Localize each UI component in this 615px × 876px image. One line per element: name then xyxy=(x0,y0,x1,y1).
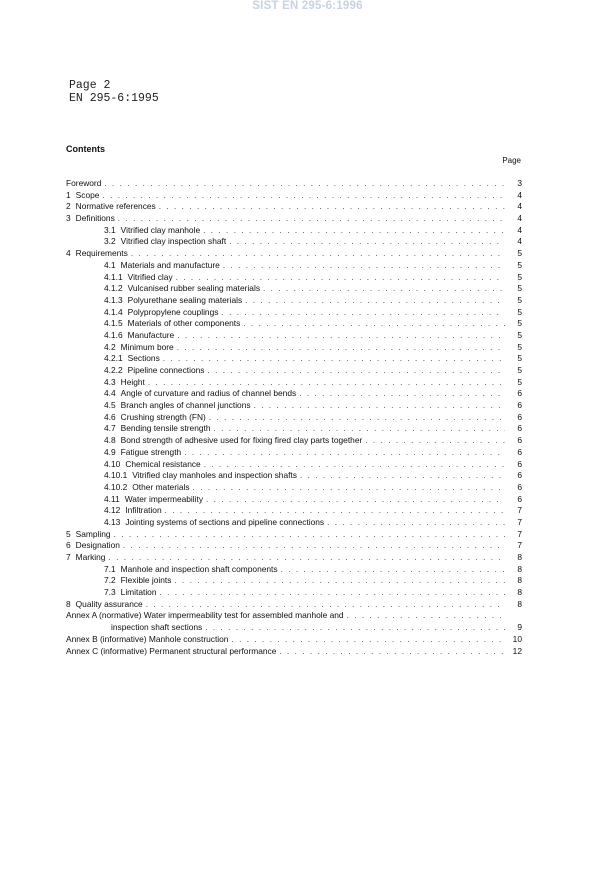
toc-entry-page: 5 xyxy=(517,306,522,317)
toc-entry[interactable] xyxy=(66,201,522,213)
toc-entry[interactable] xyxy=(66,540,522,552)
toc-entry[interactable] xyxy=(66,423,522,435)
dot-leader xyxy=(177,342,505,354)
toc-entry-number: 4.1.2 xyxy=(104,283,123,294)
toc-entry-number: 4.8 xyxy=(104,435,116,446)
dot-leader xyxy=(123,540,505,552)
toc-entry-page: 6 xyxy=(517,423,522,434)
toc-entry[interactable] xyxy=(66,575,522,587)
toc-entry-title: Limitation xyxy=(120,587,157,598)
toc-entry-title: Materials of other components xyxy=(127,318,241,329)
dot-leader xyxy=(148,377,505,389)
toc-entry-number: 4.10.1 xyxy=(104,470,128,481)
toc-entry-number: 4.3 xyxy=(104,376,116,387)
dot-leader xyxy=(193,482,505,494)
toc-entry-page: 5 xyxy=(517,271,522,282)
toc-entry[interactable] xyxy=(66,622,522,634)
toc-entry[interactable] xyxy=(66,307,522,319)
toc-entry-page: 7 xyxy=(517,528,522,539)
toc-entry-page: 6 xyxy=(517,435,522,446)
toc-entry-page: 8 xyxy=(517,598,522,609)
dot-leader xyxy=(209,412,505,424)
toc-entry-page: 10 xyxy=(512,633,522,644)
toc-entry[interactable] xyxy=(66,190,522,202)
dot-leader xyxy=(229,236,505,248)
toc-entry-title: Marking xyxy=(75,552,106,562)
dot-leader xyxy=(205,622,505,634)
toc-entry-page: 8 xyxy=(517,552,522,562)
table-of-contents xyxy=(66,178,522,657)
toc-entry-number: 6 xyxy=(66,540,71,551)
dot-leader xyxy=(102,190,505,202)
toc-entry[interactable] xyxy=(66,213,522,225)
toc-entry-title: Sections xyxy=(127,353,160,364)
document-id-line: EN 295-6:1995 xyxy=(69,91,159,105)
dot-leader xyxy=(365,435,505,447)
toc-entry-title: Jointing systems of sections and pipeline connections xyxy=(125,516,325,527)
toc-entry-page: 5 xyxy=(517,376,522,387)
toc-entry-number: 3 xyxy=(66,213,71,224)
toc-entry[interactable] xyxy=(66,318,522,330)
toc-entry[interactable] xyxy=(66,552,522,564)
toc-entry-title: Requirements xyxy=(75,248,128,259)
toc-entry-page: 4 xyxy=(517,189,522,200)
toc-entry-number: 5 xyxy=(66,528,71,539)
toc-entry[interactable] xyxy=(66,248,522,260)
toc-entry-page: 6 xyxy=(517,458,522,469)
page-column-label: Page xyxy=(502,156,521,165)
toc-entry-number: 3.2 xyxy=(104,236,116,247)
dot-leader xyxy=(243,318,505,330)
toc-entry-page: 4 xyxy=(517,201,522,212)
toc-entry-number: 4.2 xyxy=(104,341,116,352)
toc-entry[interactable] xyxy=(66,295,522,307)
toc-entry[interactable] xyxy=(66,377,522,389)
toc-entry[interactable] xyxy=(66,599,522,611)
toc-entry-title: Definitions xyxy=(75,213,115,224)
toc-entry-number: 7.3 xyxy=(104,587,116,598)
toc-entry-page: 6 xyxy=(517,400,522,411)
toc-entry[interactable] xyxy=(66,260,522,272)
toc-entry-page: 7 xyxy=(517,540,522,551)
toc-entry[interactable] xyxy=(66,435,522,447)
toc-entry[interactable] xyxy=(66,412,522,424)
toc-entry-number: 4.13 xyxy=(104,516,121,527)
toc-entry-page: 8 xyxy=(517,575,522,586)
dot-leader xyxy=(174,575,505,587)
toc-entry-number: 4.1.3 xyxy=(104,294,123,305)
toc-entry[interactable] xyxy=(66,225,522,237)
dot-leader xyxy=(184,447,505,459)
toc-entry[interactable] xyxy=(66,470,522,482)
dot-leader xyxy=(114,529,505,541)
toc-entry-title: Vitrified clay manhole xyxy=(120,224,201,235)
toc-entry-title: Sampling xyxy=(75,528,111,539)
toc-entry-page: 5 xyxy=(517,329,522,340)
toc-entry-page: 5 xyxy=(517,341,522,352)
toc-entry-number: 4.1.4 xyxy=(104,306,123,317)
toc-entry-page: 3 xyxy=(517,178,522,188)
dot-leader xyxy=(204,459,505,471)
toc-entry-number: 4.1.1 xyxy=(104,271,123,282)
toc-entry-number: 4.7 xyxy=(104,423,116,434)
toc-entry-number: 4.1 xyxy=(104,259,116,270)
toc-entry-number: 4.1.6 xyxy=(104,329,123,340)
toc-entry-title: Pipeline connections xyxy=(127,365,205,375)
toc-entry-title: Foreword xyxy=(66,178,102,188)
toc-entry-page: 5 xyxy=(517,353,522,364)
toc-entry[interactable] xyxy=(66,365,522,377)
toc-entry-page: 5 xyxy=(517,365,522,375)
dot-leader xyxy=(245,295,505,307)
toc-entry-number: 4.10 xyxy=(104,458,121,469)
toc-entry-page: 6 xyxy=(517,388,522,399)
toc-entry-title: Manufacture xyxy=(127,329,175,340)
toc-entry-title: Vitrified clay inspection shaft xyxy=(120,236,227,247)
toc-entry-title: Height xyxy=(120,376,145,387)
toc-entry[interactable] xyxy=(66,646,522,658)
toc-entry[interactable] xyxy=(66,529,522,541)
toc-entry[interactable] xyxy=(66,400,522,412)
dot-leader xyxy=(131,248,505,260)
toc-entry[interactable] xyxy=(66,505,522,517)
toc-entry-title: Infiltration xyxy=(125,505,162,516)
toc-entry-page: 4 xyxy=(517,236,522,247)
dot-leader xyxy=(263,283,505,295)
toc-entry[interactable] xyxy=(66,283,522,295)
toc-entry-page: 5 xyxy=(517,294,522,305)
dot-leader xyxy=(327,517,505,529)
toc-entry-page: 8 xyxy=(517,563,522,574)
dot-leader xyxy=(281,564,505,576)
toc-entry-number: 7 xyxy=(66,552,71,562)
dot-leader xyxy=(160,587,506,599)
dot-leader xyxy=(299,388,505,400)
contents-heading: Contents xyxy=(66,144,105,154)
toc-entry-page: 4 xyxy=(517,213,522,224)
toc-entry-title: Flexible joints xyxy=(120,575,172,586)
toc-entry-number: 4.2.2 xyxy=(104,365,123,375)
toc-entry-number: 4.1.5 xyxy=(104,318,123,329)
toc-entry-title: Normative references xyxy=(75,201,156,212)
toc-entry-title: Crushing strength (FN) xyxy=(120,411,206,422)
toc-entry-title: Polypropylene couplings xyxy=(127,306,219,317)
dot-leader xyxy=(159,201,505,213)
toc-entry-title: Fatigue strength xyxy=(120,446,182,457)
toc-entry-title: Other materials xyxy=(132,481,190,492)
toc-entry-title: inspection shaft sections xyxy=(111,622,203,633)
toc-entry-number: 8 xyxy=(66,598,71,609)
toc-entry[interactable] xyxy=(66,587,522,599)
page-header xyxy=(69,80,159,105)
toc-entry-number: 4.4 xyxy=(104,388,116,399)
toc-entry-number: 4.11 xyxy=(104,493,120,504)
toc-entry-page: 6 xyxy=(517,470,522,481)
toc-entry[interactable] xyxy=(66,330,522,342)
dot-leader xyxy=(214,423,505,435)
toc-entry[interactable] xyxy=(66,236,522,248)
toc-entry-page: 6 xyxy=(517,411,522,422)
toc-entry-title: Materials and manufacture xyxy=(120,259,220,270)
toc-entry-number: 7.2 xyxy=(104,575,116,586)
toc-entry-title: Polyurethane sealing materials xyxy=(127,294,243,305)
toc-entry-number: 4.12 xyxy=(104,505,121,516)
toc-entry-number: 4 xyxy=(66,248,71,259)
toc-entry-page: 5 xyxy=(517,283,522,294)
toc-entry-title: Water impermeability xyxy=(124,493,204,504)
dot-leader xyxy=(165,505,505,517)
toc-entry-number: 4.5 xyxy=(104,400,116,411)
toc-entry-title: Annex A (normative) Water impermeability test for assembled manhole and xyxy=(66,610,344,621)
toc-entry-number: 1 xyxy=(66,189,71,200)
toc-entry-number: 4.6 xyxy=(104,411,116,422)
toc-entry-title: Branch angles of channel junctions xyxy=(120,400,251,411)
toc-entry-title: Bond strength of adhesive used for fixing fired clay parts together xyxy=(120,435,363,446)
toc-entry[interactable] xyxy=(66,178,522,190)
dot-leader xyxy=(207,365,505,377)
toc-entry-title: Annex B (informative) Manhole construction xyxy=(66,633,229,644)
toc-entry-title: Vitrified clay manholes and inspection shafts xyxy=(132,470,297,481)
toc-entry-page: 5 xyxy=(517,248,522,259)
toc-entry-title: Vulcanised rubber sealing materials xyxy=(127,283,261,294)
toc-entry-number: 4.10.2 xyxy=(104,481,128,492)
toc-entry[interactable] xyxy=(66,459,522,471)
toc-entry-number: 4.9 xyxy=(104,446,116,457)
toc-entry-page: 6 xyxy=(517,493,522,504)
dot-leader xyxy=(279,646,505,658)
toc-entry-page: 6 xyxy=(517,481,522,492)
toc-entry-title: Quality assurance xyxy=(75,598,143,609)
toc-entry-title: Vitrified clay xyxy=(127,271,173,282)
dot-leader xyxy=(221,307,505,319)
toc-entry-page: 4 xyxy=(517,224,522,235)
toc-entry-title: Chemical resistance xyxy=(125,458,201,469)
toc-entry-page: 7 xyxy=(517,505,522,516)
dot-leader xyxy=(206,494,505,506)
toc-entry[interactable] xyxy=(66,272,522,284)
toc-entry[interactable] xyxy=(66,517,522,529)
toc-entry-title: Designation xyxy=(75,540,120,551)
toc-entry-page: 6 xyxy=(517,446,522,457)
dot-leader xyxy=(118,213,505,225)
toc-entry-page: 5 xyxy=(517,318,522,329)
toc-entry[interactable] xyxy=(66,482,522,494)
dot-leader xyxy=(108,552,505,564)
dot-leader xyxy=(223,260,505,272)
document-watermark: SIST EN 295-6:1996 xyxy=(252,0,363,12)
dot-leader xyxy=(254,400,505,412)
dot-leader xyxy=(203,225,505,237)
toc-entry-title: Scope xyxy=(75,189,100,200)
toc-entry-title: Angle of curvature and radius of channel bends xyxy=(120,388,297,399)
toc-entry[interactable] xyxy=(66,494,522,506)
page-number-line: Page 2 xyxy=(69,79,111,92)
toc-entry-title: Annex C (informative) Permanent structural performance xyxy=(66,645,277,656)
toc-entry[interactable] xyxy=(66,564,522,576)
toc-entry-number: 2 xyxy=(66,201,71,212)
dot-leader xyxy=(104,178,505,190)
dot-leader xyxy=(176,272,505,284)
dot-leader xyxy=(231,634,505,646)
toc-entry[interactable] xyxy=(66,447,522,459)
toc-entry-title: Minimum bore xyxy=(120,341,174,352)
toc-entry-number: 4.2.1 xyxy=(104,353,123,364)
toc-entry-number: 3.1 xyxy=(104,224,116,235)
toc-entry-page: 8 xyxy=(517,587,522,598)
toc-entry[interactable] xyxy=(66,342,522,354)
toc-entry-number: 7.1 xyxy=(104,563,116,574)
toc-entry-page: 5 xyxy=(517,259,522,270)
toc-entry[interactable] xyxy=(66,610,522,622)
toc-entry-page: 9 xyxy=(517,622,522,633)
dot-leader xyxy=(177,330,505,342)
toc-entry[interactable] xyxy=(66,388,522,400)
dot-leader xyxy=(300,470,505,482)
toc-entry-title: Manhole and inspection shaft components xyxy=(120,563,278,574)
toc-entry-page: 12 xyxy=(512,645,522,656)
toc-entry[interactable] xyxy=(66,634,522,646)
toc-entry-title: Bending tensile strength xyxy=(120,423,211,434)
dot-leader xyxy=(163,353,505,365)
toc-entry-page: 7 xyxy=(517,516,522,527)
dot-leader xyxy=(146,599,505,611)
dot-leader xyxy=(347,610,505,622)
toc-entry[interactable] xyxy=(66,353,522,365)
